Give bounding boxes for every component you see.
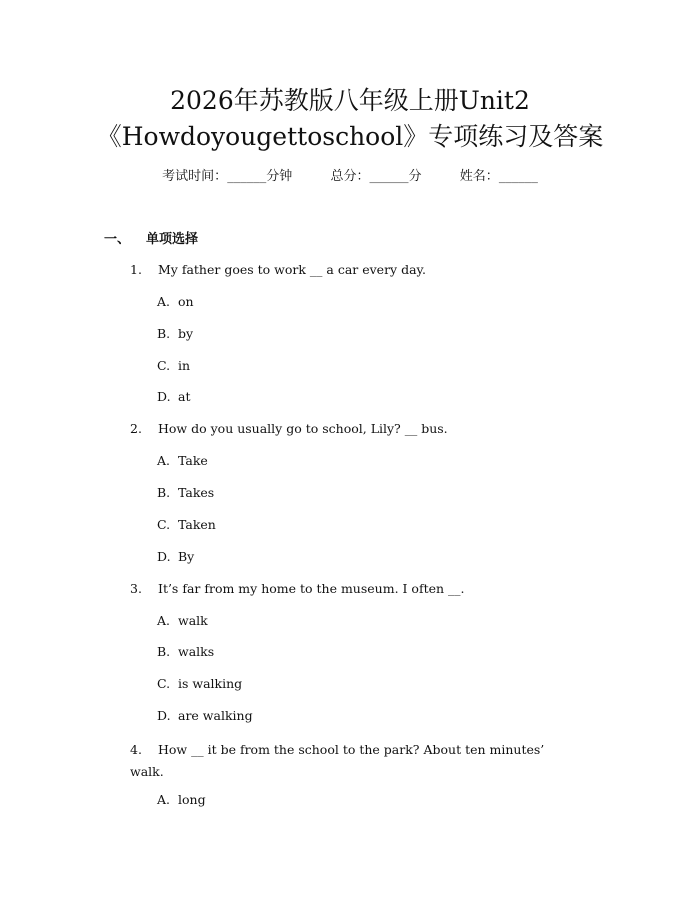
option-text: on: [178, 294, 194, 309]
option: [157, 707, 253, 725]
option-letter: D.: [157, 389, 171, 404]
option: [157, 516, 216, 534]
option: [157, 791, 206, 809]
question-number: 4.: [130, 742, 142, 757]
option-text: are walking: [178, 708, 253, 723]
question-3: [130, 580, 465, 598]
question-number: 3.: [130, 581, 142, 596]
option: [157, 548, 194, 566]
option-text: Taken: [178, 517, 216, 532]
question-number: 1.: [130, 262, 142, 277]
exam-time-blank: ______分钟: [227, 169, 293, 184]
total-score-label: 总分：: [330, 169, 370, 184]
option-text: at: [178, 389, 191, 404]
option-text: walks: [178, 644, 215, 659]
document-title-line-1: 2026年苏教版八年级上册Unit2: [170, 86, 530, 115]
question-text: How do you usually go to school, Lily? __ bus.: [158, 421, 448, 436]
option-text: by: [178, 326, 194, 341]
section-heading: [104, 231, 198, 249]
option-text: walk: [178, 613, 208, 628]
option: [157, 675, 242, 693]
option-letter: D.: [157, 549, 171, 564]
option-text: long: [178, 792, 206, 807]
option-letter: D.: [157, 708, 171, 723]
option-letter: B.: [157, 644, 171, 659]
option-letter: B.: [157, 485, 171, 500]
option: [157, 388, 190, 406]
option-text: By: [178, 549, 195, 564]
total-score-blank: ______分: [369, 169, 422, 184]
option-letter: B.: [157, 326, 171, 341]
option-text: Takes: [178, 485, 215, 500]
question-text: How __ it be from the school to the park? About ten minutes’ walk.: [130, 742, 545, 779]
option: [157, 484, 214, 502]
question-text: My father goes to work __ a car every day.: [158, 262, 426, 277]
option-letter: C.: [157, 676, 171, 691]
option-letter: A.: [157, 792, 171, 807]
question-text: It’s far from my home to the museum. I often __.: [158, 581, 465, 596]
question-1: [130, 261, 426, 279]
document-title-line-2: 《Howdoyougettoschool》专项练习及答案: [96, 122, 604, 151]
option: [157, 612, 208, 630]
option: [157, 643, 214, 661]
option-letter: A.: [157, 613, 171, 628]
section-title: 单项选择: [146, 232, 199, 247]
question-2: [130, 420, 448, 438]
exam-time-label: 考试时间：: [162, 169, 228, 184]
option-text: is walking: [178, 676, 243, 691]
section-number: 一、: [104, 232, 131, 247]
option-letter: C.: [157, 517, 171, 532]
option-letter: A.: [157, 453, 171, 468]
option: [157, 325, 193, 343]
option: [157, 452, 208, 470]
option-letter: A.: [157, 294, 171, 309]
option-letter: C.: [157, 358, 171, 373]
name-blank: ______: [498, 169, 538, 184]
option: [157, 357, 190, 375]
option-text: Take: [178, 453, 208, 468]
name-label: 姓名：: [459, 169, 499, 184]
exam-info: [0, 168, 700, 186]
question-4: [104, 739, 554, 783]
option: [157, 293, 194, 311]
question-number: 2.: [130, 421, 142, 436]
option-text: in: [178, 358, 191, 373]
